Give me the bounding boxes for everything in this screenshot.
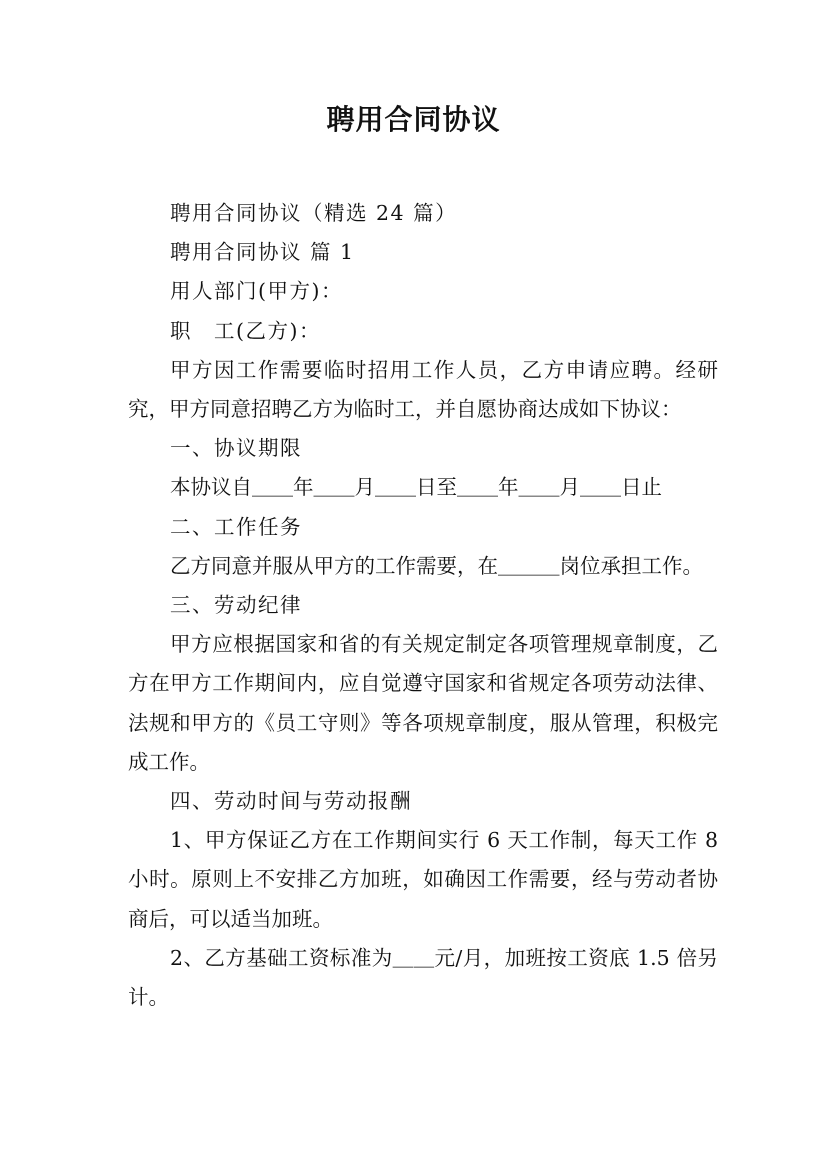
paragraph-subtitle: 聘用合同协议（精选 24 篇） bbox=[170, 201, 458, 225]
paragraph-clause-4-heading: 四、劳动时间与劳动报酬 bbox=[170, 789, 412, 814]
paragraph-clause-4-item-1: 1、甲方保证乙方在工作期间实行 6 天工作制，每天工作 8 小时。原则上不安排乙方加班，如确因工作需要，经与劳动者协商后，可以适当加班。 bbox=[128, 828, 718, 931]
paragraph-clause-1-body: 本协议自＿＿年＿＿月＿＿日至＿＿年＿＿月＿＿日止 bbox=[170, 475, 662, 500]
document-body bbox=[128, 194, 718, 1017]
paragraph-party-b: 职 工(乙方)： bbox=[170, 318, 321, 343]
document-title: 聘用合同协议 bbox=[326, 103, 501, 136]
paragraph-clause-2-body: 乙方同意并服从甲方的工作需要，在＿＿＿岗位承担工作。 bbox=[170, 553, 703, 578]
paragraph-section-heading: 聘用合同协议 篇 1 bbox=[170, 240, 355, 265]
paragraph-intro: 甲方因工作需要临时招用工作人员，乙方申请应聘。经研究，甲方同意招聘乙方为临时工，并自愿协商达成如下协议： bbox=[128, 357, 718, 422]
paragraph-party-a: 用人部门(甲方)： bbox=[170, 279, 343, 304]
paragraph-clause-1-heading: 一、协议期限 bbox=[170, 436, 302, 461]
paragraph-clause-2-heading: 二、工作任务 bbox=[170, 514, 302, 539]
paragraph-clause-3-body: 甲方应根据国家和省的有关规定制定各项管理规章制度，乙方在甲方工作期间内，应自觉遵守国家和省规定各项劳动法律、法规和甲方的《员工守则》等各项规章制度，服从管理，积极完成工作。 bbox=[128, 632, 718, 774]
paragraph-clause-3-heading: 三、劳动纪律 bbox=[170, 593, 302, 618]
paragraph-clause-4-item-2: 2、乙方基础工资标准为＿＿元/月，加班按工资底 1.5 倍另计。 bbox=[128, 945, 718, 1010]
